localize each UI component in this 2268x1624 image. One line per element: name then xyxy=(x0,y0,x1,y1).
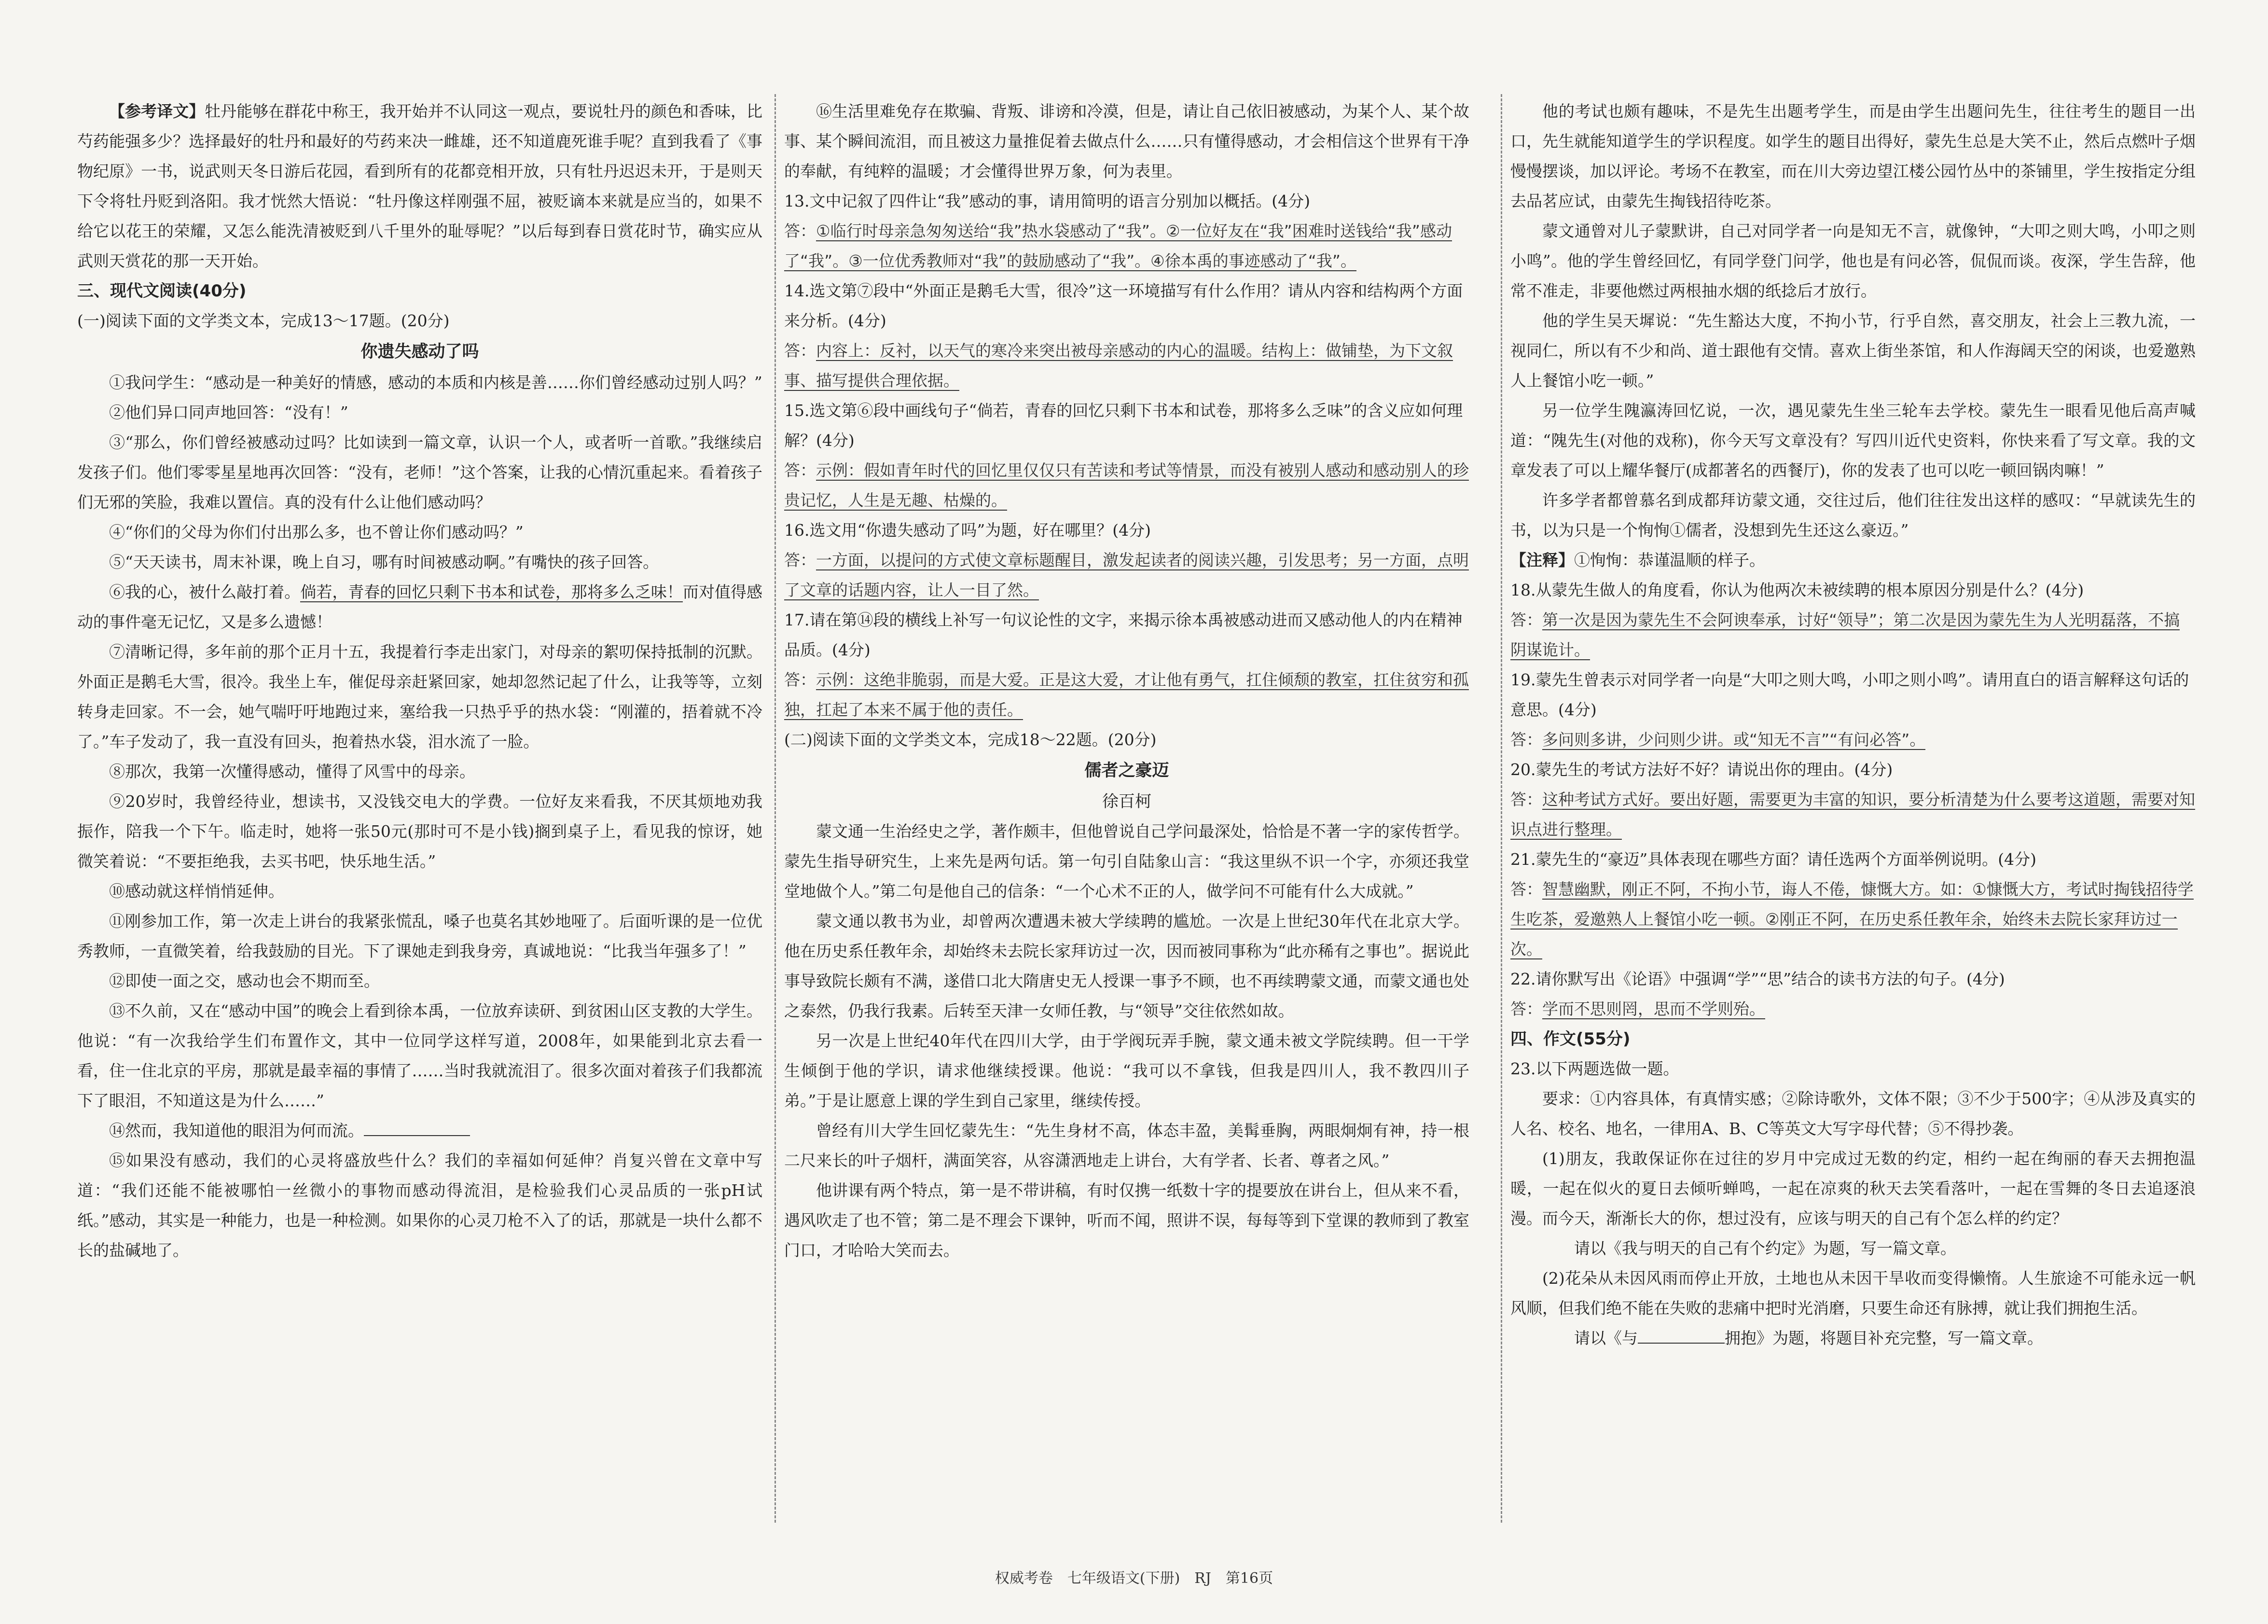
column-right xyxy=(1510,97,2196,1353)
paragraph: 另一次是上世纪40年代在四川大学，由于学阀玩弄手腕，蒙文通未被文学院续聘。但一干学生倾倒于他的学识，请求他继续授课。他说：“我可以不拿钱，但我是四川人，我不教四川子弟。”于是让愿意上课的学生到自己家里，继续传授。 xyxy=(784,1031,1469,1110)
paragraph: 蒙文通曾对儿子蒙默讲，自己对同学者一向是知无不言，就像钟，“大叩之则大鸣，小叩之则小鸣”。他的学生曾经回忆，有同学登门问学，他也是有问必答，侃侃而谈。夜深，学生告辞，他常不准走，非要他燃过两根抽水烟的纸捻后才放行。 xyxy=(1510,222,2196,300)
paragraph: ⑦清晰记得，多年前的那个正月十五，我提着行李走出家门，对母亲的絮叨保持抵制的沉默。外面正是鹅毛大雪，很冷。我坐上车，催促母亲赶紧回家，她却忽然记起了什么，让我等等，立刻转身走回家。不一会，她气喘吁吁地跑过来，塞给我一只热乎乎的热水袋：“刚灌的，捂着就不冷了。”车子发动了，我一直没有回头，抱着热水袋，泪水流了一脸。 xyxy=(77,642,762,751)
essay-option-1: (1)朋友，我敢保证你在过往的岁月中完成过无数的约定，相约一起在绚丽的春天去拥抱温暖，一起在似火的夏日去倾听蝉鸣，一起在凉爽的秋天去笑看落叶，一起在雪舞的冬日去追逐浪漫。而今天，渐渐长大的你，想过没有，应该与明天的自己有个怎么样的约定？ xyxy=(1510,1149,2196,1228)
article-title: 儒者之豪迈 xyxy=(1084,761,1169,780)
answer-text: 一方面，以提问的方式使文章标题醒目，激发起读者的阅读兴趣，引发思考；另一方面，点明了文章的话题内容，让人一目了然。 xyxy=(784,551,1469,599)
reference-label: 【参考译文】 xyxy=(109,102,205,121)
answer-text: 多问则多讲，少问则少讲。或“知无不言”“有问必答”。 xyxy=(1542,730,1926,749)
paragraph: ⑯生活里难免存在欺骗、背叛、诽谤和冷漠，但是，请让自己依旧被感动，为某个人、某个故事、某个瞬间流泪，而且被这力量推促着去做点什么……只有懂得感动，才会相信这个世界有干净的奉献，有纯粹的温暖；才会懂得世界万象，何为表里。 xyxy=(784,102,1469,180)
answer-label: 答： xyxy=(1510,880,1542,899)
answer-text: 内容上：反衬，以天气的寒冷来突出被母亲感动的内心的温暖。结构上：做铺垫，为下文叙事、描写提供合理依据。 xyxy=(784,341,1453,390)
answer-label: 答： xyxy=(784,341,816,360)
answer-label: 答： xyxy=(784,461,816,480)
reference-translation xyxy=(77,97,762,276)
article-author: 徐百柯 xyxy=(1102,792,1151,811)
column-divider xyxy=(1501,94,1502,1523)
column-left xyxy=(77,97,762,1265)
paragraph-text: ⑭然而，我知道他的眼泪为何而流。 xyxy=(109,1121,364,1140)
answer-text: 第一次是因为蒙先生不会阿谀奉承，讨好“领导”；第二次是因为蒙先生为人光明磊落，不搞阴谋诡计。 xyxy=(1510,611,2180,659)
question-21: 21.蒙先生的“豪迈”具体表现在哪些方面？请任选两个方面举例说明。(4分) xyxy=(1510,850,2036,869)
fill-blank xyxy=(364,1121,470,1136)
paragraph: 曾经有川大学生回忆蒙先生：“先生身材不高，体态丰盈，美髯垂胸，两眼炯炯有神，持一根二尺来长的叶子烟杆，满面笑容，从容潇洒地走上讲台，大有学者、长者、尊者之风。” xyxy=(784,1121,1469,1170)
paragraph-text: 而对值得感动的事件毫无记忆，又是多么遗憾！ xyxy=(77,583,763,631)
annotation-label: 【注释】 xyxy=(1510,551,1574,569)
answer-text: ①临行时母亲急匆匆送给“我”热水袋感动了“我”。②一位好友在“我”困难时送钱给“我”感动了“我”。③一位优秀教师对“我”的鼓励感动了“我”。④徐本禹的事迹感动了“我”。 xyxy=(784,222,1452,270)
answer-text: 示例：假如青年时代的回忆里仅仅只有苦读和考试等情景，而没有被别人感动和感动别人的珍贵记忆，人生是无趣、枯燥的。 xyxy=(784,461,1469,510)
answer-20 xyxy=(1510,785,2196,845)
answer-22 xyxy=(1510,994,2196,1024)
paragraph: 他的考试也颇有趣味，不是先生出题考学生，而是由学生出题问先生，往往考生的题目一出口，先生就能知道学生的学识程度。如学生的题目出得好，蒙先生总是大笑不止，然后点燃叶子烟慢慢摆谈，加以评论。考场不在教室，而在川大旁边望江楼公园竹丛中的茶铺里，学生按指定分组去品茗应试，由蒙先生掏钱招待吃茶。 xyxy=(1510,102,2196,210)
answer-label: 答： xyxy=(1510,730,1542,749)
paragraph: ⑤“天天读书，周末补课，晚上自习，哪有时间被感动啊。”有嘴快的孩子回答。 xyxy=(109,553,659,571)
question-19: 19.蒙先生曾表示对同学者一向是“大叩之则大鸣，小叩之则小鸣”。请用直白的语言解释这句话的意思。(4分) xyxy=(1510,670,2189,719)
answer-13 xyxy=(784,216,1469,276)
paragraph: ④“你们的父母为你们付出那么多，也不曾让你们感动吗？” xyxy=(109,523,524,541)
annotation xyxy=(1510,545,2196,575)
paragraph: ②他们异口同声地回答：“没有！” xyxy=(109,403,348,422)
answer-label: 答： xyxy=(784,222,816,240)
answer-21 xyxy=(1510,874,2196,964)
paragraph: ⑪刚参加工作，第一次走上讲台的我紧张慌乱，嗓子也莫名其妙地哑了。后面听课的是一位优秀教师，一直微笑着，给我鼓励的目光。下了课她走到我身旁，真诚地说：“比我当年强多了！” xyxy=(77,912,762,960)
answer-label: 答： xyxy=(784,551,816,569)
paragraph: ⑮如果没有感动，我们的心灵将盛放些什么？我们的幸福如何延伸？肖复兴曾在文章中写道：“我们还能不能被哪怕一丝微小的事物而感动得流泪，是检验我们心灵品质的一张pH试纸。”感动，其实是一种能力，也是一种检测。如果你的心灵刀枪不入了的话，那就是一块什么都不长的盐碱地了。 xyxy=(77,1151,762,1260)
question-20: 20.蒙先生的考试方法好不好？请说出你的理由。(4分) xyxy=(1510,760,1893,779)
question-14: 14.选文第⑦段中“外面正是鹅毛大雪，很冷”这一环境描写有什么作用？请从内容和结构两个方面来分析。(4分) xyxy=(784,281,1463,330)
annotation-text: ①恂恂：恭谨温顺的样子。 xyxy=(1574,551,1765,569)
answer-18 xyxy=(1510,605,2196,665)
essay-requirements: 要求：①内容具体，有真情实感；②除诗歌外，文体不限；③不少于500字；④从涉及真实的人名、校名、地名，一律用A、B、C等英文大写字母代替；⑤不得抄袭。 xyxy=(1510,1089,2196,1138)
question-23: 23.以下两题选做一题。 xyxy=(1510,1059,1679,1078)
section-heading: 四、作文(55分) xyxy=(1510,1029,1631,1049)
answer-19 xyxy=(1510,725,2196,755)
task-text: 请以《与 xyxy=(1574,1329,1638,1347)
question-15: 15.选文第⑥段中画线句子“倘若，青春的回忆只剩下书本和试卷，那将多么乏味”的含义应如何理解？(4分) xyxy=(784,401,1463,450)
paragraph: ⑬不久前，又在“感动中国”的晚会上看到徐本禹，一位放弃读研、到贫困山区支教的大学生。他说：“有一次我给学生们布置作文，其中一位同学这样写道，2008年，如果能到北京去看一看，住一住北京的平房，那就是最幸福的事情了……当时我就流泪了。很多次面对着孩子们我都流下了眼泪，不知道这是为什么……” xyxy=(77,1001,762,1110)
answer-label: 答： xyxy=(1510,999,1542,1018)
question-18: 18.从蒙先生做人的角度看，你认为他两次未被续聘的根本原因分别是什么？(4分) xyxy=(1510,581,2084,599)
page-footer: 权威考卷 七年级语文(下册) RJ 第16页 xyxy=(995,1570,1273,1587)
part-instruction: (一)阅读下面的文学类文本，完成13～17题。(20分) xyxy=(77,311,450,330)
answer-16 xyxy=(784,545,1469,605)
essay-option-1-task: 请以《我与明天的自己有个约定》为题，写一篇文章。 xyxy=(1574,1239,1956,1258)
paragraph: ⑫即使一面之交，感动也会不期而至。 xyxy=(109,972,380,990)
paragraph: 许多学者都曾慕名到成都拜访蒙文通，交往过后，他们往往发出这样的感叹：“早就读先生的书，以为只是一个恂恂①儒者，没想到先生还这么豪迈。” xyxy=(1510,491,2196,540)
paragraph: ⑨20岁时，我曾经待业，想读书，又没钱交电大的学费。一位好友来看我，不厌其烦地劝我振作，陪我一个下午。临走时，她将一张50元(那时可不是小钱)搁到桌子上，看见我的惊讶，她微笑着说：“不要拒绝我，去买书吧，快乐地生活。” xyxy=(77,792,762,871)
paragraph: 蒙文通一生治经史之学，著作颇丰，但他曾说自己学问最深处，恰恰是不著一字的家传哲学。蒙先生指导研究生，上来先是两句话。第一句引自陆象山言：“我这里纵不识一个字，亦须还我堂堂地做个人。”第二句是他自己的信条：“一个心术不正的人，做学问不可能有什么大成就。” xyxy=(784,822,1469,901)
question-22: 22.请你默写出《论语》中强调“学”“思”结合的读书方法的句子。(4分) xyxy=(1510,970,2005,988)
question-16: 16.选文用“你遗失感动了吗”为题，好在哪里？(4分) xyxy=(784,521,1151,540)
answer-15 xyxy=(784,456,1469,515)
article-title: 你遗失感动了吗 xyxy=(360,342,479,361)
paragraph: 他的学生吴天墀说：“先生豁达大度，不拘小节，行乎自然，喜交朋友，社会上三教九流，一视同仁，所以有不少和尚、道士跟他有交情。喜欢上街坐茶馆，和人作海阔天空的闲谈，也爱邀熟人上餐馆小吃一顿。” xyxy=(1510,311,2196,390)
paragraph-text: ⑥我的心，被什么敲打着。 xyxy=(109,583,301,601)
column-middle xyxy=(784,97,1469,1265)
column-divider xyxy=(774,94,776,1523)
paragraph xyxy=(77,577,762,637)
section-heading: 三、现代文阅读(40分) xyxy=(77,281,247,301)
paragraph: 另一位学生隗瀛涛回忆说，一次，遇见蒙先生坐三轮车去学校。蒙先生一眼看见他后高声喊道：“隗先生(对他的戏称)，你今天写文章没有？写四川近代史资料，你快来看了写文章。我的文章发表了可以上耀华餐厅(成都著名的西餐厅)，你的发表了也可以吃一顿回锅肉嘛！” xyxy=(1510,401,2196,480)
paragraph: 蒙文通以教书为业，却曾两次遭遇未被大学续聘的尴尬。一次是上世纪30年代在北京大学。他在历史系任教年余，却始终未去院长家拜访过一次，因而被同事称为“此亦稀有之事也”。据说此事导致院长颇有不满，遂借口北大隋唐史无人授课一事予不顾，也不再续聘蒙文通，而蒙文通也处之泰然，仍我行我素。后转至天津一女师任教，与“领导”交往依然如故。 xyxy=(784,912,1469,1020)
paragraph: ⑩感动就这样悄悄延伸。 xyxy=(109,882,284,901)
fill-blank xyxy=(1638,1328,1725,1344)
question-13: 13.文中记叙了四件让“我”感动的事，请用简明的语言分别加以概括。(4分) xyxy=(784,192,1310,210)
paragraph xyxy=(77,1116,762,1146)
essay-option-2-task xyxy=(1510,1323,2196,1353)
question-17: 17.请在第⑭段的横线上补写一句议论性的文字，来揭示徐本禹被感动进而又感动他人的内在精神品质。(4分) xyxy=(784,611,1463,659)
part-instruction: (二)阅读下面的文学类文本，完成18～22题。(20分) xyxy=(784,730,1157,749)
task-text: 拥抱》为题，将题目补充完整，写一篇文章。 xyxy=(1725,1329,2043,1347)
answer-14 xyxy=(784,336,1469,396)
answer-text: 示例：这绝非脆弱，而是大爱。正是这大爱，才让他有勇气，扛住倾颓的教室，扛住贫穷和孤独，扛起了本来不属于他的责任。 xyxy=(784,670,1469,719)
paragraph: ①我问学生：“感动是一种美好的情感，感动的本质和内核是善……你们曾经感动过别人吗？” xyxy=(109,373,762,392)
essay-option-2: (2)花朵从未因风雨而停止开放，土地也从未因干旱收而变得懒惰。人生旅途不可能永远一帆风顺，但我们绝不能在失败的悲痛中把时光消磨，只要生命还有脉搏，就让我们拥抱生活。 xyxy=(1510,1269,2196,1318)
paragraph: ③“那么，你们曾经被感动过吗？比如读到一篇文章，认识一个人，或者听一首歌。”我继续启发孩子们。他们零零星星地再次回答：“没有，老师！”这个答案，让我的心情沉重起来。看着孩子们无邪的笑脸，我难以置信。真的没有什么让他们感动吗？ xyxy=(77,433,762,512)
answer-17 xyxy=(784,665,1469,725)
answer-label: 答： xyxy=(1510,611,1542,629)
reference-text: 牡丹能够在群花中称王，我开始并不认同这一观点，要说牡丹的颜色和香味，比芍药能强多少？选择最好的牡丹和最好的芍药来决一雌雄，还不知道鹿死谁手呢？直到我看了《事物纪原》一书，说武则天冬日游后花园，看到所有的花都竞相开放，只有牡丹迟迟未开，于是则天下令将牡丹贬到洛阳。我才恍然大悟说：“牡丹像这样刚强不屈，被贬谪本来就是应当的，如果不给它以花王的荣耀，又怎么能洗清被贬到八千里外的耻辱呢？”以后每到春日赏花时节，确实应从武则天赏花的那一天开始。 xyxy=(77,102,763,270)
answer-text: 学而不思则罔，思而不学则殆。 xyxy=(1542,999,1765,1018)
underlined-sentence: 倘若，青春的回忆只剩下书本和试卷，那将多么乏味！ xyxy=(300,583,683,601)
paragraph: 他讲课有两个特点，第一是不带讲稿，有时仅携一纸数十字的提要放在讲台上，但从来不看，遇风吹走了也不管；第二是不理会下课钟，听而不闻，照讲不误，每每等到下堂课的教师到了教室门口，才哈哈大笑而去。 xyxy=(784,1181,1469,1260)
answer-text: 智慧幽默，刚正不阿，不拘小节，诲人不倦，慷慨大方。如：①慷慨大方，考试时掏钱招待学生吃茶，爱邀熟人上餐馆小吃一顿。②刚正不阿，在历史系任教年余，始终未去院长家拜访过一次。 xyxy=(1510,880,2194,958)
answer-label: 答： xyxy=(1510,790,1542,809)
answer-text: 这种考试方式好。要出好题，需要更为丰富的知识，要分析清楚为什么要考这道题，需要对知识点进行整理。 xyxy=(1510,790,2195,839)
paragraph: ⑧那次，我第一次懂得感动，懂得了风雪中的母亲。 xyxy=(109,762,475,781)
answer-label: 答： xyxy=(784,670,816,689)
